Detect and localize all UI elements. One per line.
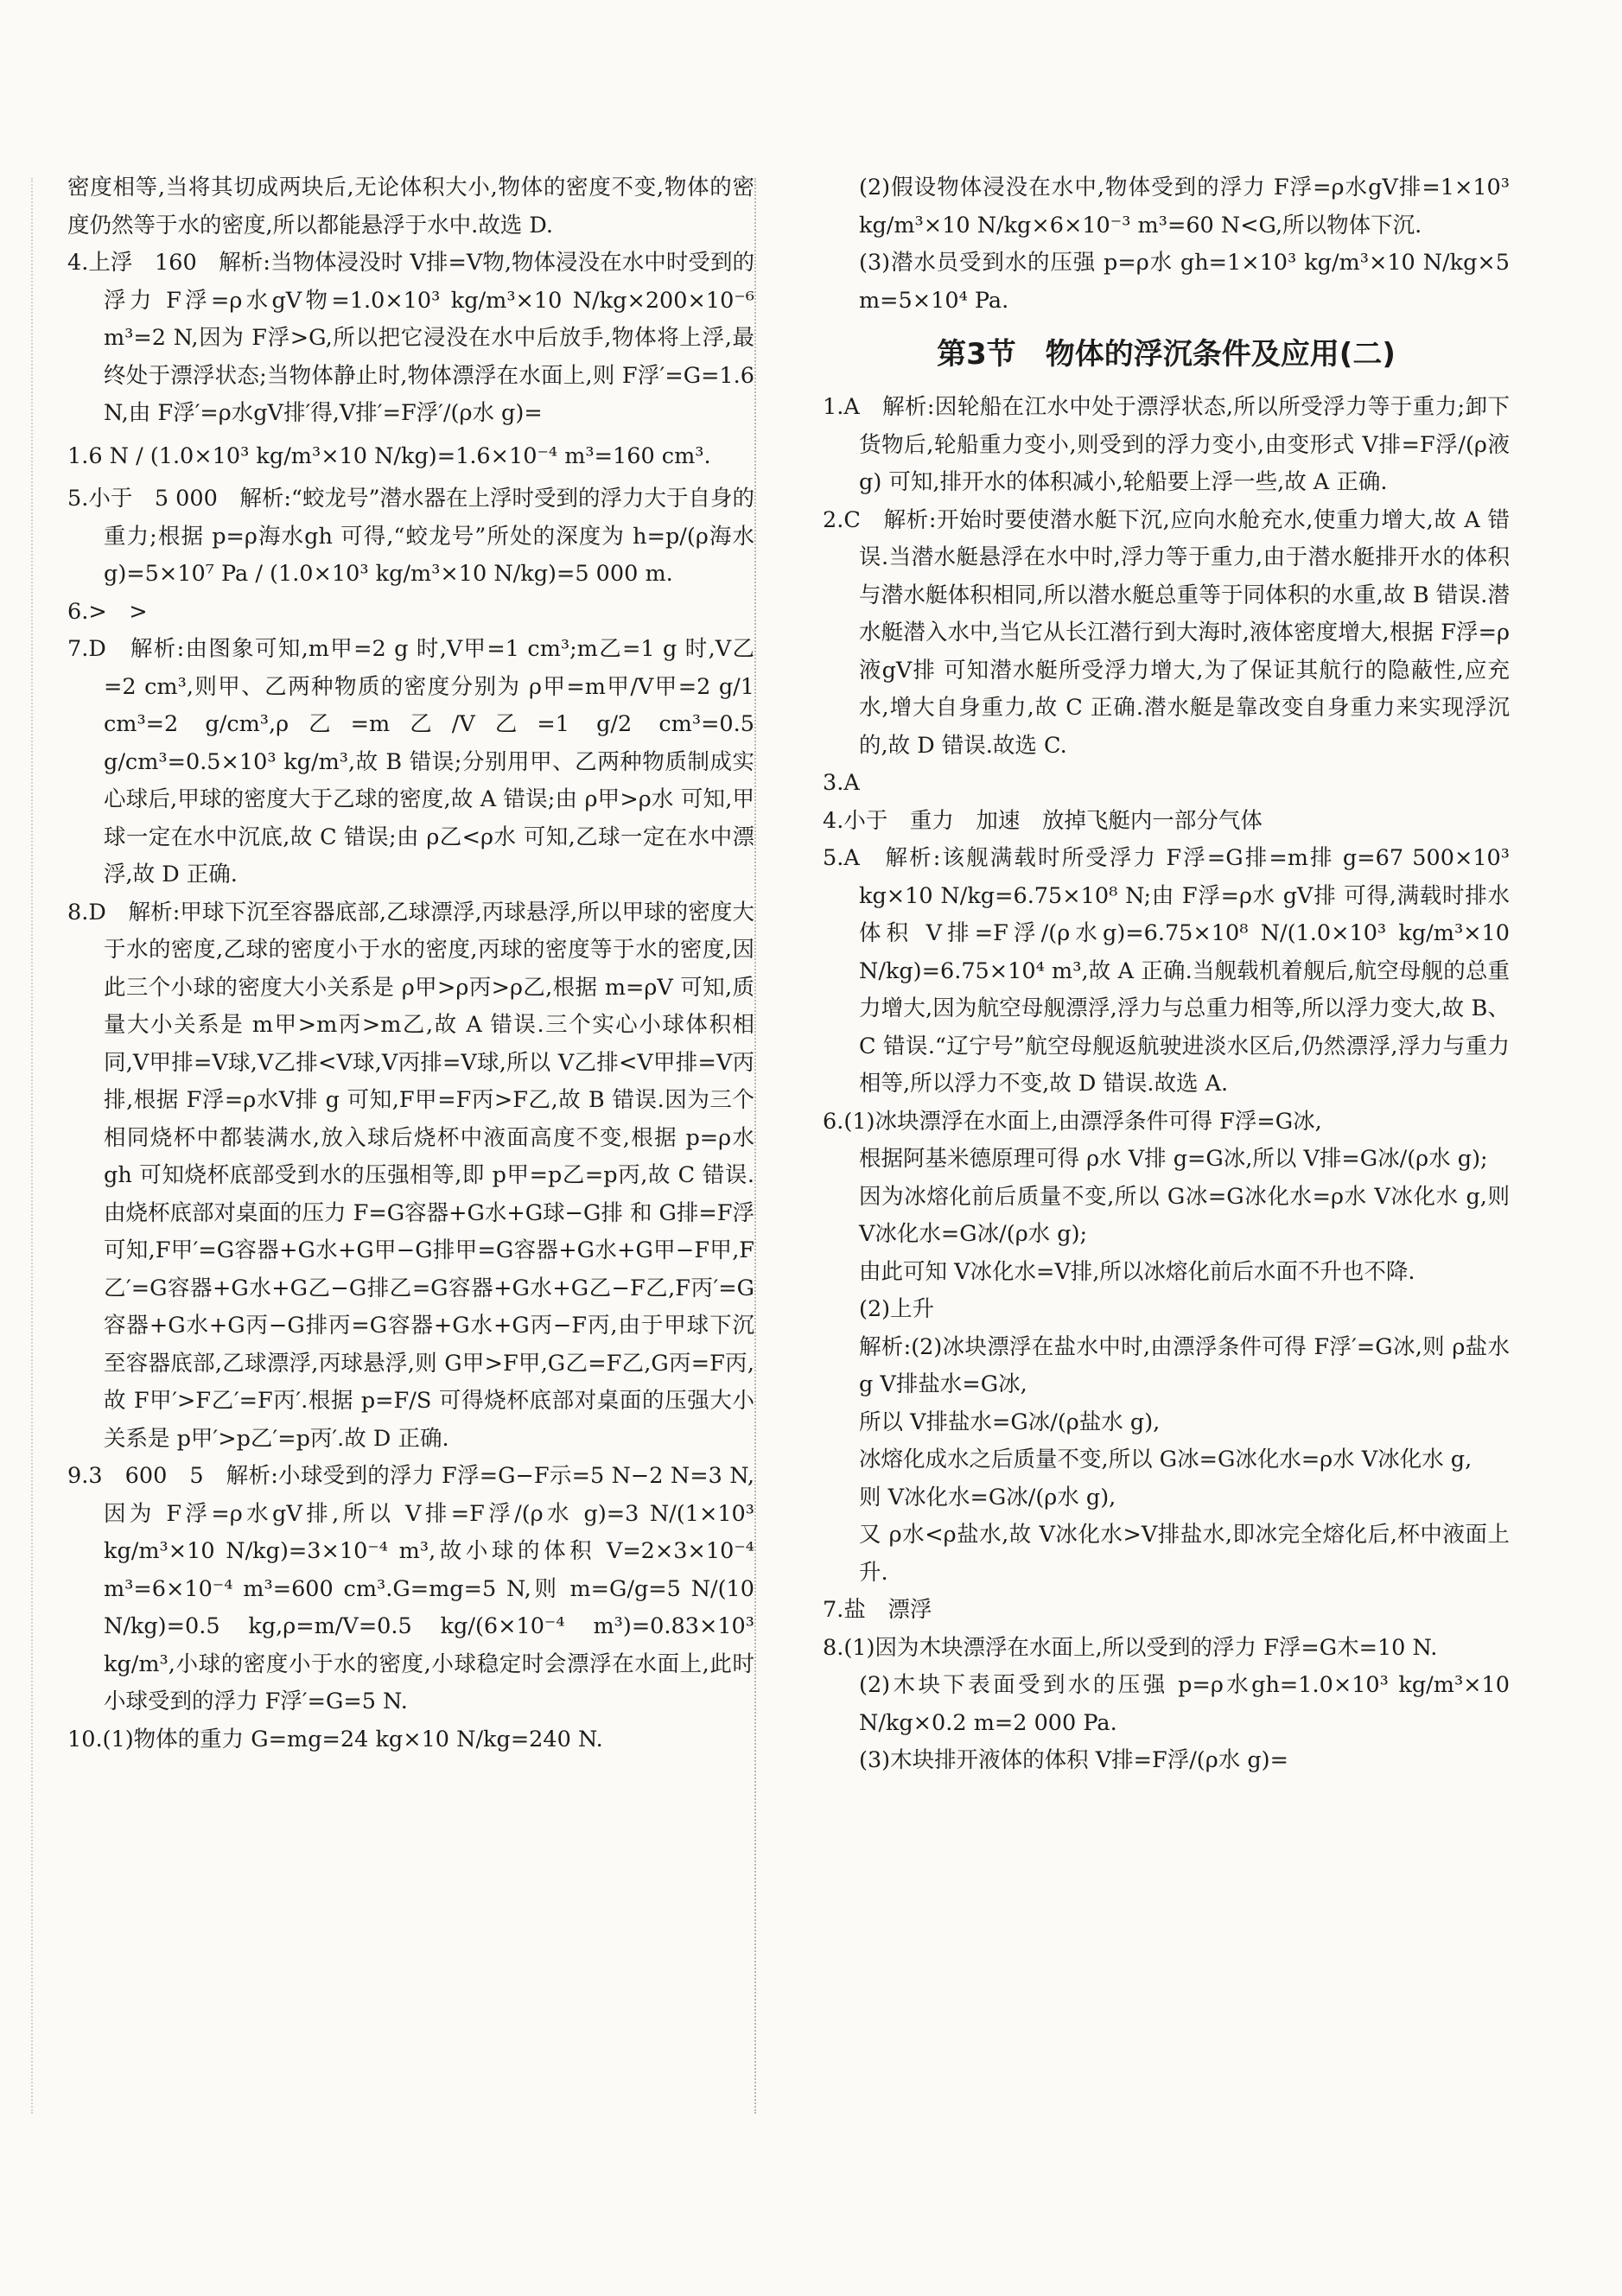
answer-4-result: 1.6 N / (1.0×10³ kg/m³×10 N/kg)=1.6×10⁻⁴ m³=160 cm³. <box>67 442 711 469</box>
s3-answer-6-line-3: 因为冰熔化前后质量不变,所以 G冰=G冰化水=ρ水 V冰化水 g,则 V冰化水=G冰/(ρ水 g); <box>859 1183 1510 1247</box>
s3-answer-6-part-2: (2)上升 <box>859 1296 935 1322</box>
s3-answer-6: 6.(1)冰块漂浮在水面上,由漂浮条件可得 F浮=G冰, <box>823 1108 1322 1135</box>
s3-answer-6-analysis-5: 又 ρ水<ρ盐水,故 V冰化水>V排盐水,即冰完全熔化后,杯中液面上升. <box>859 1522 1510 1586</box>
answer-10-part-2: (2)假设物体浸没在水中,物体受到的浮力 F浮=ρ水gV排=1×10³ kg/m³×10 N/kg×6×10⁻³ m³=60 N<G,所以物体下沉. <box>859 175 1510 239</box>
answer-9: 9.3 600 5 解析:小球受到的浮力 F浮=G−F示=5 N−2 N=3 N,因为 F浮=ρ水gV排,所以 V排=F浮/(ρ水 g)=3 N/(1×10³ kg/m³×10 N/kg)=3×10⁻⁴ m³,故小球的体积 V=2×3×10⁻⁴ m³=6×10⁻⁴ m³=600 cm³.G=mg=5 N,则 m=G/g=5 N/(10 N/kg)=0.5 kg,ρ=m/V=0.5 kg/(6×10⁻⁴ m³)=0.83×10³ kg/m³,小球的密度小于水的密度,小球稳定时会漂浮在水面上,此时小球受到的浮力 F浮′=G=5 N. <box>67 1463 754 1714</box>
answer-7: 7.D 解析:由图象可知,m甲=2 g 时,V甲=1 cm³;m乙=1 g 时,V乙=2 cm³,则甲、乙两种物质的密度分别为 ρ甲=m甲/V甲=2 g/1 cm³=2 g/cm³,ρ乙=m乙/V乙=1 g/2 cm³=0.5 g/cm³=0.5×10³ kg/m³,故 B 错误;分别用甲、乙两种物质制成实心球后,甲球的密度大于乙球的密度,故 A 错误;由 ρ甲>ρ水 可知,甲球一定在水中沉底,故 C 错误;由 ρ乙<ρ水 可知,乙球一定在水中漂浮,故 D 正确. <box>67 636 754 887</box>
s3-answer-8-part-2: (2)木块下表面受到水的压强 p=ρ水gh=1.0×10³ kg/m³×10 N/kg×0.2 m=2 000 Pa. <box>859 1672 1510 1736</box>
s3-answer-6-analysis-4: 则 V冰化水=G冰/(ρ水 g), <box>859 1484 1116 1511</box>
column-divider <box>754 178 756 2114</box>
answer-4: 4.上浮 160 解析:当物体浸没时 V排=V物,物体浸没在水中时受到的浮力 F浮=ρ水gV物=1.0×10³ kg/m³×10 N/kg×200×10⁻⁶ m³=2 N,因为 F浮>G,所以把它浸没在水中后放手,物体将上浮,最终处于漂浮状态;当物体静止时,物体漂浮在水面上,则 F浮′=G=1.6 N,由 F浮′=ρ水gV排′得,V排′=F浮′/(ρ水 g)= <box>67 250 754 426</box>
right-column <box>823 169 1510 1780</box>
left-paragraph-0: 密度相等,当将其切成两块后,无论体积大小,物体的密度不变,物体的密度仍然等于水的密度,所以都能悬浮于水中.故选 D. <box>67 175 754 239</box>
s3-answer-5: 5.A 解析:该舰满载时所受浮力 F浮=G排=m排 g=67 500×10³ kg×10 N/kg=6.75×10⁸ N;由 F浮=ρ水 gV排 可得,满载时排水体积 V排=F浮/(ρ水g)=6.75×10⁸ N/(1.0×10³ kg/m³×10 N/kg)=6.75×10⁴ m³,故 A 正确.当舰载机着舰后,航空母舰的总重力增大,因为航空母舰漂浮,浮力与总重力相等,所以浮力变大,故 B、C 错误.“辽宁号”航空母舰返航驶进淡水区后,仍然漂浮,浮力与重力相等,所以浮力不变,故 D 错误.故选 A. <box>823 845 1510 1097</box>
s3-answer-6-line-2: 根据阿基米德原理可得 ρ水 V排 g=G冰,所以 V排=G冰/(ρ水 g); <box>859 1146 1488 1172</box>
answer-10-part-3: (3)潜水员受到水的压强 p=ρ水 gh=1×10³ kg/m³×10 N/kg×5 m=5×10⁴ Pa. <box>859 250 1510 314</box>
answer-6: 6.> > <box>67 598 148 625</box>
s3-answer-6-analysis-2: 所以 V排盐水=G冰/(ρ盐水 g), <box>859 1409 1161 1435</box>
s3-answer-3: 3.A <box>823 770 860 796</box>
s3-answer-1: 1.A 解析:因轮船在江水中处于漂浮状态,所以所受浮力等于重力;卸下货物后,轮船重力变小,则受到的浮力变小,由变形式 V排=F浮/(ρ液 g) 可知,排开水的体积减小,轮船要上浮一些,故 A 正确. <box>823 394 1510 495</box>
s3-answer-4: 4.小于 重力 加速 放掉飞艇内一部分气体 <box>823 807 1263 834</box>
s3-answer-8-part-3: (3)木块排开液体的体积 V排=F浮/(ρ水 g)= <box>859 1747 1288 1773</box>
s3-answer-2: 2.C 解析:开始时要使潜水艇下沉,应向水舱充水,使重力增大,故 A 错误.当潜水艇悬浮在水中时,浮力等于重力,由于潜水艇排开水的体积与潜水艇体积相同,所以潜水艇总重等于同体积的水重,故 B 错误.潜水艇潜入水中,当它从长江潜行到大海时,液体密度增大,根据 F浮=ρ液gV排 可知潜水艇所受浮力增大,为了保证其航行的隐蔽性,应充水,增大自身重力,故 C 正确.潜水艇是靠改变自身重力来实现浮沉的,故 D 错误.故选 C. <box>823 506 1510 759</box>
binding-margin-line <box>31 178 33 2114</box>
s3-answer-6-analysis-3: 冰熔化成水之后质量不变,所以 G冰=G冰化水=ρ水 V冰化水 g, <box>859 1447 1473 1472</box>
s3-answer-6-line-4: 由此可知 V冰化水=V排,所以冰熔化前后水面不升也不降. <box>859 1258 1415 1285</box>
s3-answer-6-analysis: 解析:(2)冰块漂浮在盐水中时,由漂浮条件可得 F浮′=G冰,则 ρ盐水 g V排盐水=G冰, <box>859 1333 1510 1397</box>
answer-10: 10.(1)物体的重力 G=mg=24 kg×10 N/kg=240 N. <box>67 1726 603 1752</box>
s3-answer-7: 7.盐 漂浮 <box>823 1597 932 1623</box>
section-title: 第3节 物体的浮沉条件及应用(二) <box>937 337 1396 372</box>
answer-8: 8.D 解析:甲球下沉至容器底部,乙球漂浮,丙球悬浮,所以甲球的密度大于水的密度,乙球的密度小于水的密度,丙球的密度等于水的密度,因此三个小球的密度大小关系是 ρ甲>ρ丙>ρ乙,根据 m=ρV 可知,质量大小关系是 m甲>m丙>m乙,故 A 错误.三个实心小球体积相同,V甲排=V球,V乙排<V球,V丙排=V球,所以 V乙排<V甲排=V丙排,根据 F浮=ρ水V排 g 可知,F甲=F丙>F乙,故 B 错误.因为三个相同烧杯中都装满水,放入球后烧杯中液面高度不变,根据 p=ρ水 gh 可知烧杯底部受到水的压强相等,即 p甲=p乙=p丙,故 C 错误.由烧杯底部对桌面的压力 F=G容器+G水+G球−G排 和 G排=F浮 可知,F甲′=G容器+G水+G甲−G排甲=G容器+G水+G甲−F甲,F乙′=G容器+G水+G乙−G排乙=G容器+G水+G乙−F乙,F丙′=G容器+G水+G丙−G排丙=G容器+G水+G丙−F丙,由于甲球下沉至容器底部,乙球漂浮,丙球悬浮,则 G甲>F甲,G乙=F乙,G丙=F丙,故 F甲′>F乙′=F丙′.根据 p=F/S 可得烧杯底部对桌面的压强大小关系是 p甲′>p乙′=p丙′.故 D 正确. <box>67 899 754 1452</box>
answer-5: 5.小于 5 000 解析:“蛟龙号”潜水器在上浮时受到的浮力大于自身的重力;根据 p=ρ海水gh 可得,“蛟龙号”所处的深度为 h=p/(ρ海水g)=5×10⁷ Pa / (1.0×10³ kg/m³×10 N/kg)=5 000 m. <box>67 486 754 587</box>
s3-answer-8: 8.(1)因为木块漂浮在水面上,所以受到的浮力 F浮=G木=10 N. <box>823 1634 1438 1661</box>
left-column <box>67 169 754 1759</box>
